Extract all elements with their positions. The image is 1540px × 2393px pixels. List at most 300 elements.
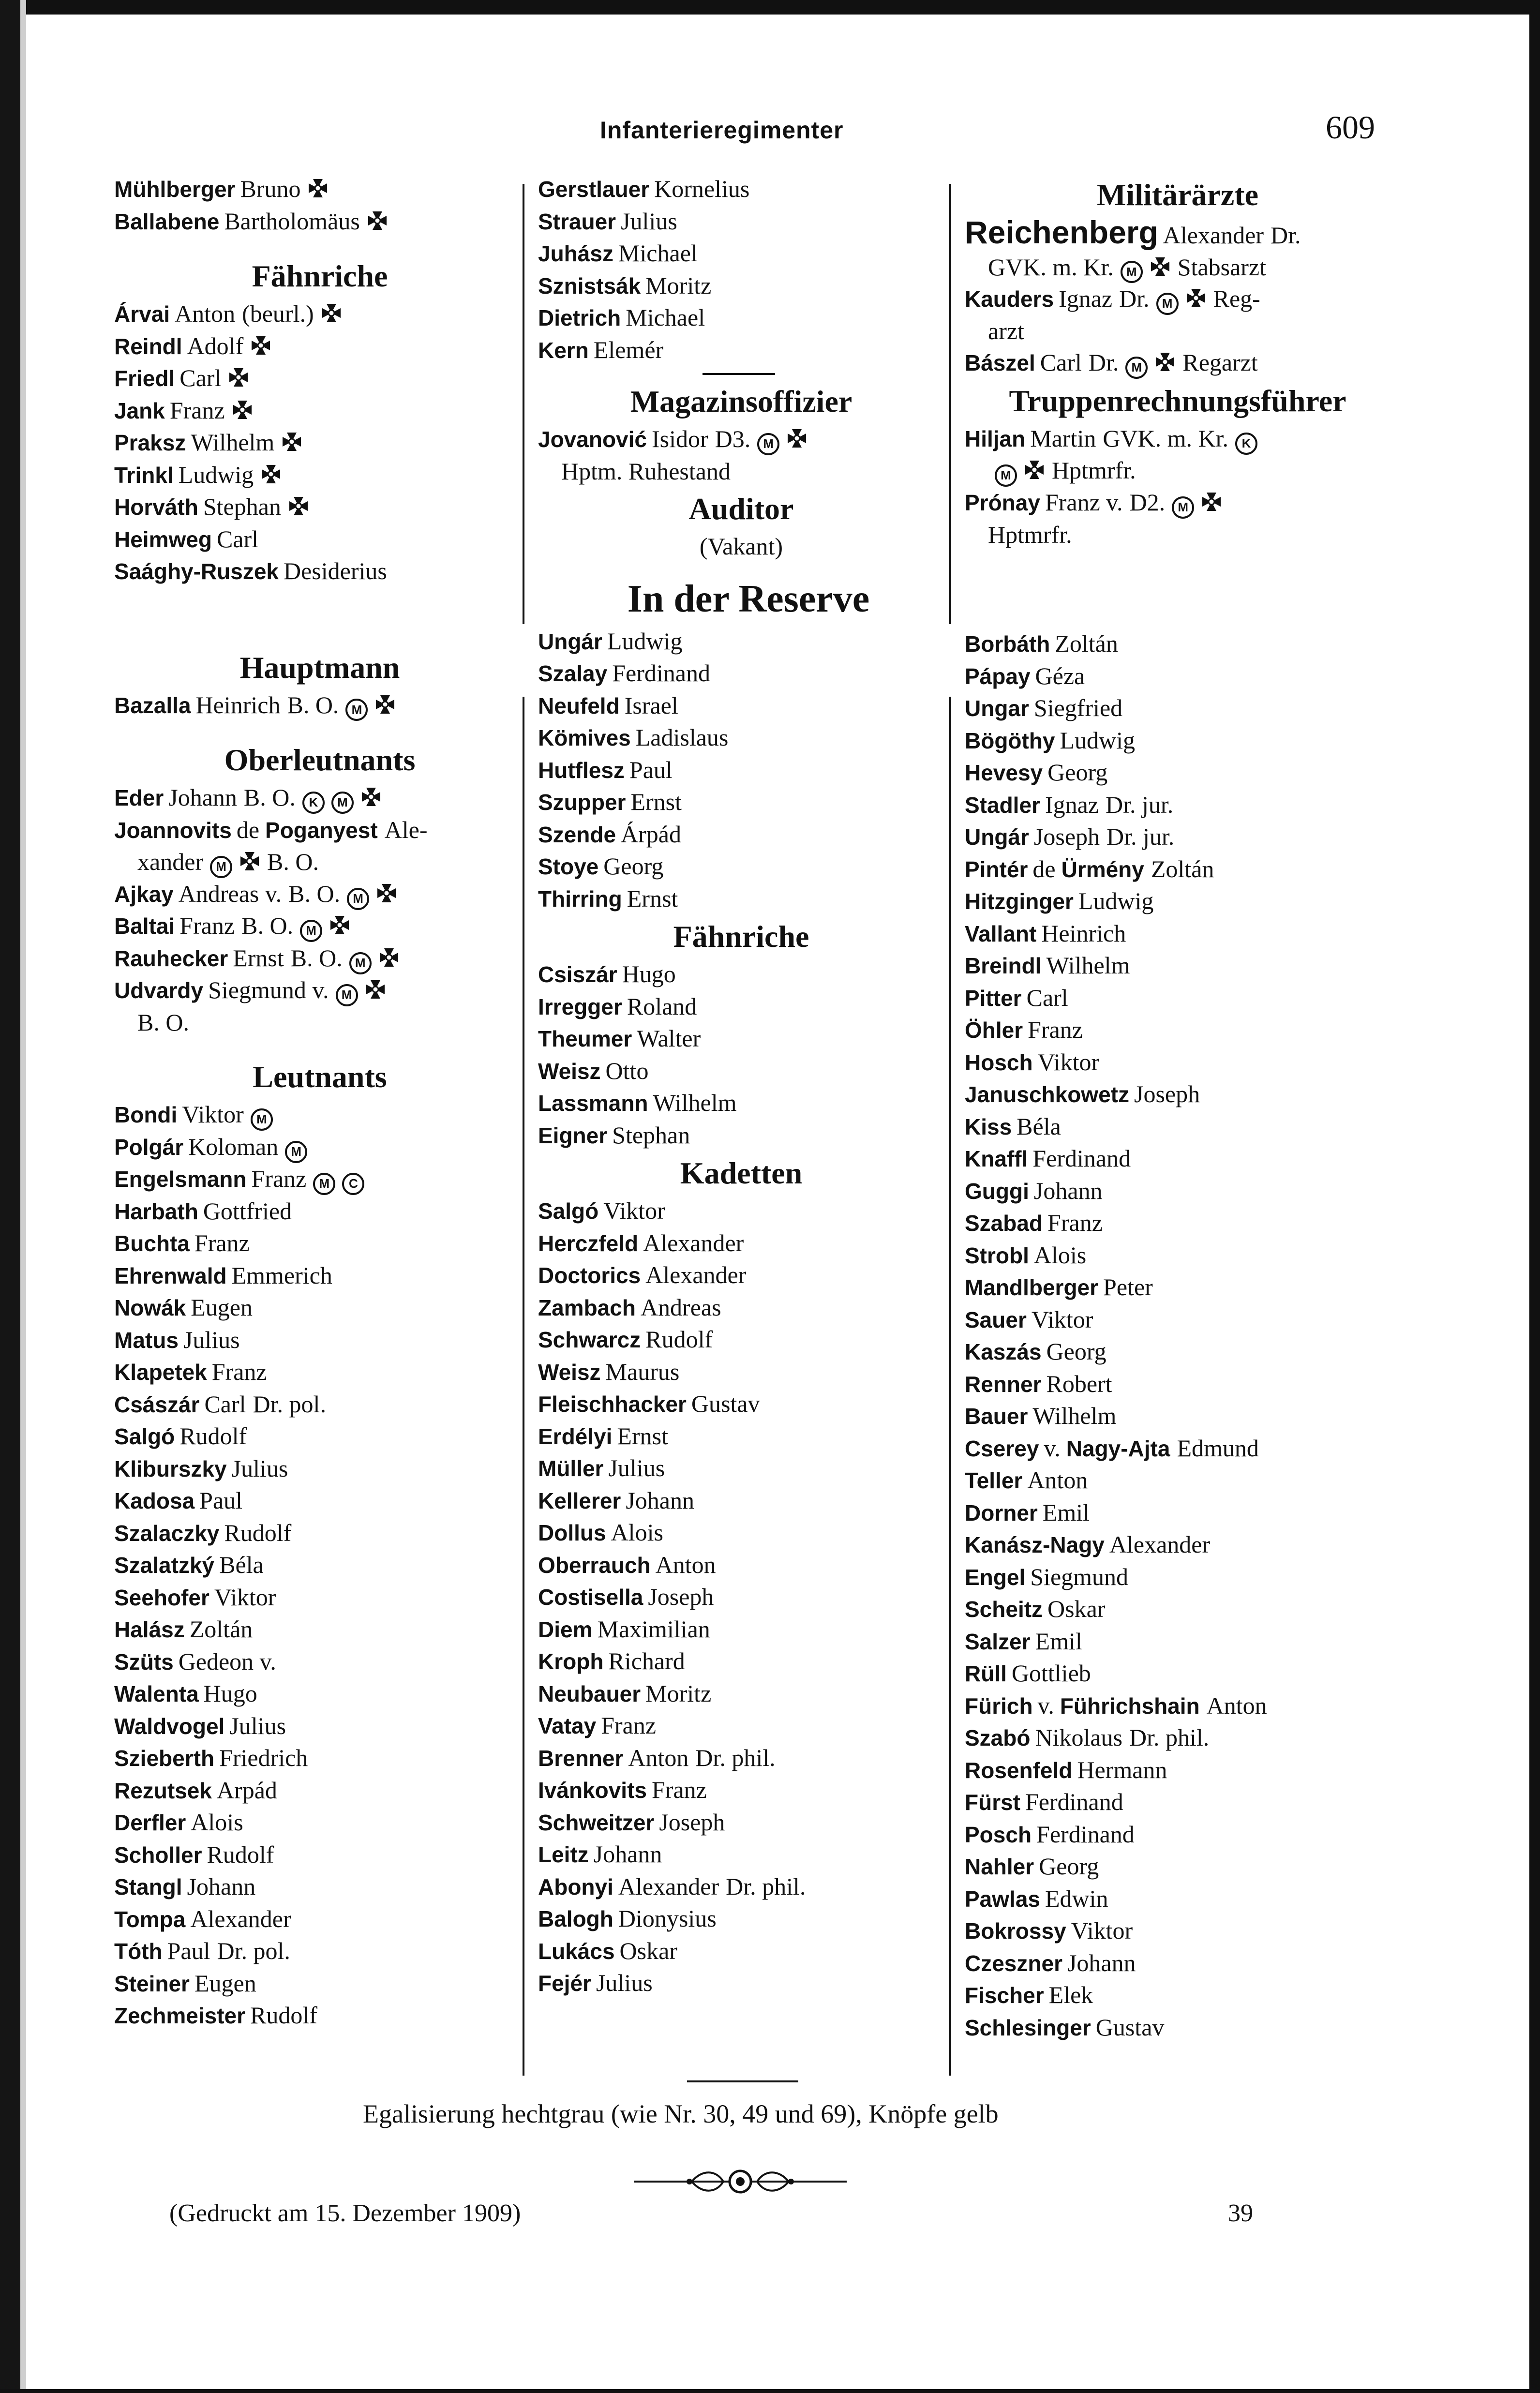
person-given-name: Hermann [1077,1756,1167,1783]
person-surname: Szupper [538,790,626,815]
person-surname: Waldvogel [114,1713,225,1739]
person-given-name: Adolf [187,332,244,359]
person-surname: Sznistsák [538,273,641,299]
scan-border-bottom [0,2389,1540,2393]
list-item [114,1646,525,1678]
list-item [114,330,525,363]
person-given-name: Julius [621,207,677,235]
person-given-name: Zoltán [189,1615,253,1643]
person-surname: Salgó [114,1424,175,1450]
person-given-name: Franz [179,912,235,940]
list-item [538,1871,944,1903]
person-surname: Ballabene [114,209,220,234]
person-surname: Tompa [114,1906,186,1932]
person-surname: Fürst [965,1790,1020,1815]
continuation-text: GVK. m. Kr. [988,253,1114,281]
list-item [965,1561,1390,1594]
footer-rule [687,2080,798,2082]
person-surname: Szieberth [114,1746,215,1771]
circled-m-icon: M [757,433,779,455]
person-surname: Szabad [965,1211,1043,1236]
person-given-name: Joseph [1134,1080,1200,1107]
list-item [538,1935,944,1968]
list-item [114,1614,525,1646]
list-item [965,1078,1390,1111]
person-given-name: Joseph [1033,823,1100,850]
person-surname: Reindl [114,333,182,359]
list-item [965,628,1390,660]
list-item [538,1055,944,1088]
person-surname: Scholler [114,1842,202,1868]
list-item [965,1143,1390,1175]
list-item [114,491,525,523]
person-given-name: Alexander [190,1905,291,1932]
person-given-name: de [1032,855,1056,882]
continuation-text: B. O. [137,1008,189,1036]
maltese-cross-icon [288,495,309,517]
person-given-name: Alois [611,1519,663,1546]
person-surname: Steiner [114,1971,190,1996]
person-surname: Leitz [538,1842,589,1867]
person-detail: Edmund [1177,1434,1259,1462]
person-surname: Kadosa [114,1488,195,1514]
person-detail: Dr. phil. [726,1872,806,1900]
person-surname: Bögöthy [965,728,1055,753]
person-detail: B. O. [288,880,341,907]
person-given-name: Gedeon v. [178,1647,276,1675]
person-given-name: Viktor [214,1583,276,1611]
circled-k-icon: K [1235,433,1257,455]
person-surname: Saághy-Ruszek [114,559,279,584]
person-given-name: Franz [1028,1016,1083,1043]
page-number: 609 [1326,109,1375,146]
person-surname: Kaszás [965,1339,1042,1364]
person-surname: Halász [114,1617,185,1643]
person-given-name: Stephan [203,493,281,520]
circled-m-icon: M [1121,261,1143,283]
person-given-name: Joseph [659,1808,725,1836]
person-given-name: Ferdinand [1036,1820,1135,1848]
person-given-name: Wilhelm [1032,1402,1117,1429]
person-given-name: Julius [229,1712,286,1739]
section-title-hauptmann: Hauptmann [239,650,400,685]
person-given-name: Hugo [622,960,676,987]
person-surname: Schlesinger [965,2015,1091,2040]
person-surname: Herczfeld [538,1230,639,1256]
person-given-name: Ernst [630,788,682,815]
person-surname: Kern [538,337,589,363]
person-surname: Sauer [965,1307,1027,1332]
running-head: Infanterieregimenter [600,117,844,144]
person-surname: Öhler [965,1017,1023,1043]
list-item [965,885,1390,918]
list-item [538,1421,944,1453]
person-detail: Zoltán [1151,855,1214,882]
person-detail: B. O. [243,784,296,811]
list-item [965,1240,1390,1272]
maltese-cross-icon [1024,459,1045,480]
list-item-continuation [965,315,1390,347]
person-surname: Kömives [538,725,631,750]
person-detail: Dr. jur. [1106,823,1175,850]
list-item [114,1517,525,1550]
person-given-name: Franz [601,1712,657,1739]
person-surname: Mühlberger [114,177,236,202]
list-item [538,786,944,819]
list-item-continuation [114,1007,525,1039]
person-given-name: Stephan [612,1121,690,1149]
list-item [538,1452,944,1485]
person-given-name: Edwin [1045,1884,1108,1912]
person-surname: Ungár [538,628,602,654]
person-given-name: Emil [1035,1627,1082,1655]
person-given-name: Ladislaus [635,724,729,751]
person-surname: Theumer [538,1026,632,1051]
list-item-continuation [965,252,1390,284]
person-surname: Oberrauch [538,1552,651,1578]
person-surname: Kliburszky [114,1456,227,1481]
circled-k-icon: K [302,792,325,814]
list-item [538,1774,944,1807]
oberleutnants-list [114,782,525,1038]
list-item [965,487,1390,519]
list-item [965,1658,1390,1690]
person-given-name: Georg [1046,1338,1106,1365]
maltese-cross-icon [374,694,396,715]
person-detail: Reg- [1213,285,1260,313]
print-note: (Gedruckt am 15. Dezember 1909) [169,2199,521,2227]
list-item [965,1336,1390,1368]
person-surname: Diem [538,1616,593,1642]
person-surname: Bászel [965,350,1035,376]
list-item [965,757,1390,789]
list-item [965,982,1390,1015]
person-surname: Lassmann [538,1091,648,1116]
person-given-name: Rudolf [645,1326,713,1353]
column-rule-1-bottom [523,697,524,2076]
fahnriche-reserve-list [538,958,944,1152]
person-surname: Renner [965,1371,1042,1397]
list-item [538,1967,944,2000]
person-given-name: Béla [219,1551,264,1579]
person-surname: Balogh [538,1906,613,1931]
column-rule-1-top [523,184,524,624]
list-item [538,1292,944,1324]
person-given-name: v. [1044,1434,1061,1462]
person-given-name: Alexander [618,1872,719,1900]
person-surname: Császár [114,1391,200,1417]
person-given-name: Georg [1039,1853,1099,1880]
person-surname: Kellerer [538,1488,621,1513]
continuation-text: xander [137,848,204,875]
person-given-name: Julius [596,1969,653,1996]
person-given-name: Isidor [652,425,708,452]
person-surname-part: Ürmény [1061,856,1144,882]
person-surname: Hutflesz [538,757,625,783]
list-item [538,423,944,456]
list-item [965,1979,1390,2012]
maltese-cross-icon [329,914,350,936]
person-surname: Guggi [965,1178,1029,1204]
person-detail: Dr. pol. [217,1937,290,1965]
person-given-name: Koloman [188,1133,279,1160]
person-surname: Irregger [538,994,622,1019]
list-item [114,206,525,238]
person-given-name: Kornelius [654,175,750,202]
list-item [538,1517,944,1549]
person-surname: Vatay [538,1713,597,1738]
person-given-name: Andreas v. [178,880,282,907]
list-item [114,173,525,206]
person-detail: D2. [1129,489,1166,516]
circled-m-icon: M [345,699,368,721]
list-item [114,1807,525,1839]
person-surname: Stoye [538,854,599,879]
list-item [538,173,944,206]
person-surname: Lukács [538,1938,615,1964]
person-surname: Doctorics [538,1263,641,1288]
person-detail: Dr. pol. [253,1390,326,1418]
list-item [114,1871,525,1903]
person-given-name: Gustav [1095,2013,1165,2041]
list-item [538,1087,944,1120]
list-item [114,1196,525,1228]
person-given-name: Joseph [648,1583,714,1610]
person-detail: B. O. [241,912,294,940]
list-item [114,878,525,911]
person-surname: Juhász [538,241,613,266]
list-item [538,819,944,851]
list-item [965,821,1390,853]
person-given-name: Elemér [593,336,664,363]
continuation-detail: B. O. [267,848,319,875]
continuation-detail: Hptmrfr. [1052,457,1136,484]
list-item [965,1947,1390,1980]
list-item [538,722,944,754]
list-item [114,523,525,556]
list-item [538,1839,944,1871]
person-given-name: Anton [175,300,236,327]
list-item [538,1807,944,1839]
circled-m-icon: M [336,984,358,1006]
person-surname: Buchta [114,1231,190,1256]
list-item [114,1935,525,1968]
person-surname: Strobl [965,1242,1029,1268]
list-item [965,950,1390,982]
person-surname: Klapetek [114,1360,207,1385]
person-detail: GVK. m. Kr. [1103,424,1229,452]
person-given-name: Gottlieb [1011,1660,1091,1687]
hauptmann-list [114,689,525,722]
list-item [965,1175,1390,1208]
column-rule-2-bottom [949,697,951,2076]
list-item [965,214,1390,252]
person-given-name: Johann [168,784,237,811]
person-surname: Schwarcz [538,1327,641,1352]
person-surname: Pitter [965,985,1022,1011]
person-given-name: Siegfried [1033,694,1123,721]
person-given-name: Anton [628,1744,689,1771]
list-item [965,1626,1390,1658]
person-given-name: Viktor [1031,1305,1093,1333]
list-item [114,298,525,330]
circled-m-icon: M [313,1173,335,1195]
person-surname: Bazalla [114,692,191,718]
list-item [114,942,525,975]
person-surname: Posch [965,1822,1032,1847]
person-surname: Scheitz [965,1597,1043,1622]
person-given-name: Alois [1033,1241,1087,1269]
person-surname: Breindl [965,953,1042,978]
person-given-name: Roland [627,992,697,1020]
person-surname: Rosenfeld [965,1757,1073,1783]
person-surname: Kauders [965,286,1054,312]
maltese-cross-icon [1201,491,1222,512]
person-surname: Szalay [538,661,608,686]
person-given-name: Rudolf [250,2002,317,2029]
person-surname: Hiljan [965,426,1026,451]
person-given-name: Friedrich [219,1744,308,1772]
person-given-name: Peter [1103,1273,1153,1301]
person-given-name: Paul [199,1487,243,1514]
person-given-name: Franz [211,1358,267,1386]
list-item [114,1485,525,1517]
person-surname: Zambach [538,1295,636,1320]
continuation-detail: Stabsarzt [1177,253,1266,281]
person-surname: Hosch [965,1049,1033,1075]
person-given-name: Alexander [645,1261,747,1288]
person-surname: Dorner [965,1500,1038,1526]
list-item [114,910,525,942]
person-surname: Derfler [114,1810,186,1836]
list-item [114,1260,525,1292]
person-given-name: Anton [1027,1466,1088,1494]
list-item [538,302,944,334]
section-title-kadetten: Kadetten [680,1156,803,1190]
person-given-name: Ludwig [1060,726,1136,754]
person-surname: Szende [538,822,616,847]
person-surname: Schweitzer [538,1810,655,1835]
continuation-text: arzt [988,317,1024,344]
person-given-name: Rudolf [207,1840,274,1868]
person-surname: Strauer [538,209,616,234]
person-surname: Cserey [965,1436,1039,1461]
circled-m-icon: M [1125,357,1148,379]
person-given-name: Johann [187,1873,256,1900]
maltese-cross-icon [232,399,253,420]
person-given-name: Heinrich [195,691,281,718]
list-item [538,1227,944,1260]
circled-m-icon: M [1172,496,1194,519]
kadetten-list [538,1195,944,2000]
person-given-name: Franz v. [1045,489,1123,516]
person-given-name: Oskar [1047,1595,1106,1622]
person-given-name: Michael [618,239,698,267]
person-given-name: Maximilian [597,1615,710,1643]
person-surname: Neufeld [538,693,620,718]
person-detail: Anton [1206,1691,1267,1719]
person-given-name: Arpád [216,1776,277,1804]
person-detail: Dr. [1088,349,1119,376]
maltese-cross-icon [228,367,249,388]
list-item [114,1710,525,1743]
list-item [965,1690,1390,1722]
section-title-fahnriche: Fähnriche [252,259,388,293]
list-item [965,1368,1390,1401]
person-surname: Ajkay [114,881,174,907]
list-item [965,1754,1390,1787]
person-given-name: Géza [1035,662,1085,689]
person-given-name: Carl [1026,984,1068,1011]
person-surname: Abonyi [538,1874,613,1899]
list-item [538,1903,944,1935]
list-item [114,395,525,427]
person-given-name: Ferdinand [1032,1145,1131,1172]
maltese-cross-icon [1150,256,1171,277]
list-item [965,283,1390,315]
person-surname: Engelsmann [114,1167,247,1192]
list-item [538,754,944,787]
list-item [965,1529,1390,1561]
militararzte-list [965,214,1390,379]
person-surname-part: Nagy-Ajta [1066,1436,1170,1461]
maltese-cross-icon [321,302,342,324]
person-given-name: Carl [1040,349,1082,376]
person-surname: Hevesy [965,760,1043,785]
person-given-name: Johann [593,1840,662,1868]
person-given-name: Andreas [640,1293,721,1321]
person-surname: Heimweg [114,526,212,552]
person-given-name: Elek [1048,1981,1093,2008]
person-surname: Januschkowetz [965,1082,1129,1107]
list-item [965,1271,1390,1304]
list-item [965,1014,1390,1047]
person-given-name: Alexander [643,1229,744,1256]
person-given-name: Oskar [619,1937,677,1964]
circled-m-icon: M [210,856,232,878]
person-surname: Rüll [965,1661,1007,1686]
list-item [965,1722,1390,1754]
list-item [538,690,944,722]
list-item [114,459,525,492]
circled-m-icon: M [1156,293,1179,315]
list-item [114,1678,525,1710]
person-detail: Dr. jur. [1106,791,1174,818]
person-given-name: Paul [629,756,673,783]
person-given-name: Moritz [645,271,712,299]
list-item [965,1851,1390,1883]
column-1 [114,173,525,2032]
list-item [114,1324,525,1357]
person-surname: Jank [114,398,165,423]
person-detail: B. O. [290,944,343,972]
person-given-name: Julius [231,1454,288,1482]
person-given-name: Wilhelm [653,1089,737,1116]
circled-m-icon: M [300,920,322,942]
person-surname: Stadler [965,792,1040,818]
person-given-name: Franz [652,1776,707,1803]
person-given-name: Viktor [1071,1917,1133,1944]
circled-c-icon: C [342,1173,364,1195]
list-item [114,362,525,395]
truppen-list [965,423,1390,551]
list-item [965,1433,1390,1465]
person-surname: Kroph [538,1649,604,1674]
fahnriche-list [114,298,525,588]
person-given-name: Georg [603,853,664,880]
section-title-militararzte: Militärärzte [1097,178,1258,212]
circled-m-icon: M [285,1141,307,1163]
